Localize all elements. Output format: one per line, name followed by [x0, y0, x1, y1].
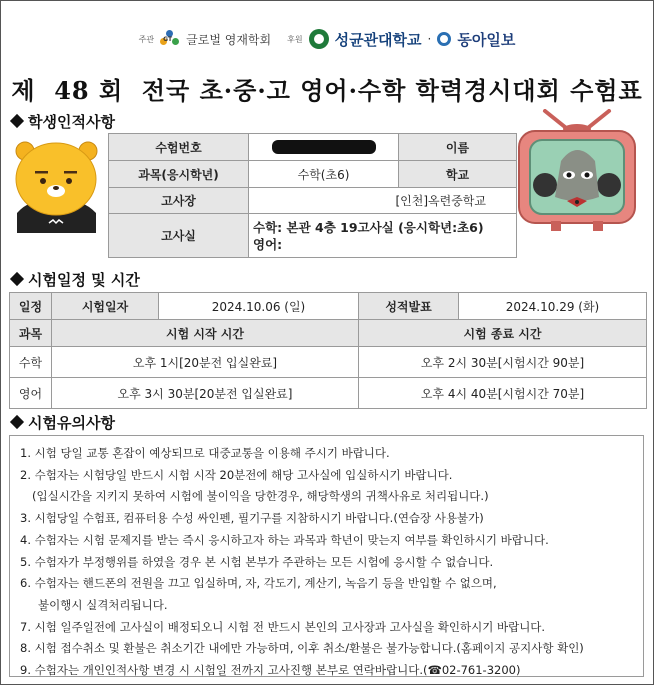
note-item: 2. 수험자는 시험당일 반드시 시험 시작 20분전에 해당 고사실에 입실하시기 바랍니다.	[20, 467, 453, 482]
sponsor-donga: 동아일보	[457, 30, 516, 49]
schedule-section-heading: 시험일정 및 시간	[9, 269, 140, 290]
table-row	[10, 347, 647, 378]
start-time-label: 시험 시작 시간	[52, 320, 359, 347]
organizer-tag: 주관	[138, 34, 155, 44]
diamond-bullet-icon	[10, 114, 24, 128]
note-item: 5. 수험자가 부정행위를 하였을 경우 본 시험 본부가 주관하는 모든 시험에 응시할 수 없습니다.	[20, 554, 494, 569]
notes-section-heading: 시험유의사항	[9, 412, 115, 433]
note-item: 4. 수험자는 시험 문제지를 받는 즉시 응시하고자 하는 과목과 학년이 맞는지 여부를 확인하시기 바랍니다.	[20, 532, 549, 547]
note-item: 7. 시험 일주일전에 고사실이 배정되오니 시험 전 반드시 본인의 고사장과 고사실을 확인하시기 바랍니다.	[20, 619, 546, 634]
exam-no-label: 수험번호	[109, 134, 249, 161]
row-subject: 영어	[10, 378, 52, 409]
schedule-label: 일정	[10, 293, 52, 320]
row-start: 오후 1시[20분전 입실완료]	[52, 347, 359, 378]
row-end: 오후 4시 40분[시험시간 70분]	[359, 378, 647, 409]
site-label: 고사장	[109, 188, 249, 214]
donga-logo-icon	[437, 32, 451, 46]
room-math: 수학: 본관 4층 19고사실 (응시학년:초6)	[253, 219, 484, 235]
redacted-bar	[272, 140, 376, 154]
note-item: 불이행시 실격처리됩니다.	[38, 597, 168, 612]
sponsor-skku: 성균관대학교	[334, 30, 422, 49]
room-english: 영어:	[253, 236, 283, 252]
row-start: 오후 3시 30분[20분전 입실완료]	[52, 378, 359, 409]
diamond-bullet-icon	[10, 272, 24, 286]
room-value	[249, 214, 517, 258]
gt-logo-icon	[160, 29, 180, 49]
notes-box	[9, 435, 644, 677]
site-value: [인천]옥련중학교	[249, 188, 517, 214]
table-row	[10, 378, 647, 409]
note-item: 6. 수험자는 핸드폰의 전원을 끄고 입실하며, 자, 각도기, 계산기, 녹음기 등을 반입할 수 없으며,	[20, 576, 497, 591]
subject-label: 과목(응시학년)	[109, 161, 249, 188]
student-section-heading: 학생인적사항	[9, 111, 115, 132]
end-time-label: 시험 종료 시간	[359, 320, 647, 347]
sponsor-separator: ·	[427, 32, 432, 46]
skku-logo-icon	[309, 29, 329, 49]
room-label: 고사실	[109, 214, 249, 258]
tv-character-icon	[517, 109, 637, 234]
row-subject: 수학	[10, 347, 52, 378]
exam-date-value: 2024.10.06 (일)	[159, 293, 359, 320]
subject-value: 수학(초6)	[249, 161, 399, 188]
note-item: 8. 시험 접수취소 및 환불은 취소기간 내에만 가능하며, 이후 취소/환불은 불가능합니다.(홈페이지 공지사항 확인)	[20, 641, 584, 656]
school-label: 학교	[399, 161, 517, 188]
student-info-table	[108, 133, 517, 258]
note-item: (입실시간을 지키지 못하여 시험에 불이익을 당한경우, 해당학생의 귀책사유로 처리됩니다.)	[32, 489, 489, 504]
student-avatar-icon	[9, 133, 104, 233]
organizer-name: 글로벌 영재학회	[186, 32, 272, 47]
gt-logo-text: GT	[163, 36, 173, 43]
result-date-value: 2024.10.29 (화)	[459, 293, 647, 320]
exam-date-label: 시험일자	[52, 293, 159, 320]
sponsor-logos	[1, 25, 653, 53]
subject-col-label: 과목	[10, 320, 52, 347]
page-title: 제 48 회 전국 초·중·고 영어·수학 학력경시대회 수험표	[11, 76, 643, 105]
note-item: 9. 수험자는 개인인적사항 변경 시 시험일 전까지 고사진행 본부로 연락바랍니다.(☎02-761-3200)	[20, 663, 521, 678]
note-item: 1. 시험 당일 교통 혼잡이 예상되므로 대중교통을 이용해 주시기 바랍니다.	[20, 446, 390, 460]
schedule-table	[9, 292, 647, 409]
name-label: 이름	[399, 134, 517, 161]
diamond-bullet-icon	[10, 415, 24, 429]
result-date-label: 성적발표	[359, 293, 459, 320]
sponsor-tag: 후원	[287, 34, 303, 44]
note-item: 3. 시험당일 수험표, 컴퓨터용 수성 싸인펜, 필기구를 지참하시기 바랍니다.(연습장 사용불가)	[20, 511, 484, 526]
row-end: 오후 2시 30분[시험시간 90분]	[359, 347, 647, 378]
exam-no-value	[249, 134, 399, 161]
